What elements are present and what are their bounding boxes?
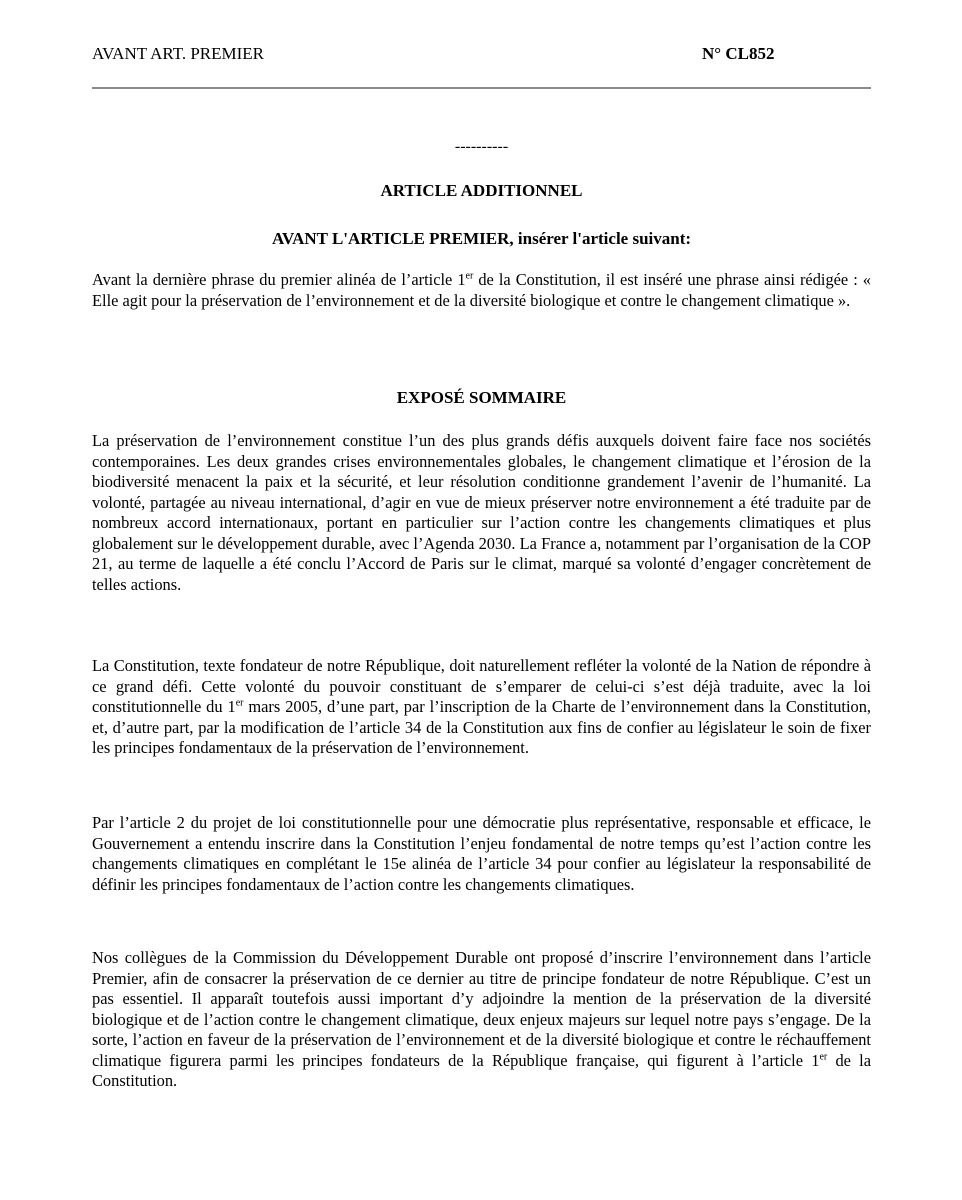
section-reference: AVANT ART. PREMIER: [92, 44, 265, 63]
expose-paragraph-3: Par l’article 2 du projet de loi constitutionnelle pour une démocratie plus représentative, responsable et efficace, le Gouvernement a entendu inscrire dans la Constitution l’enjeu fondamental de notre temps qu’est l’action contre les changements climatiques en complétant le 15e alinéa de l’article 34 pour confier au législateur la responsabilité de définir les principes fondamentaux de l’action contre les changements climatiques.: [92, 813, 871, 894]
article-title: ARTICLE ADDITIONNEL: [380, 181, 583, 200]
expose-sommaire-title: EXPOSÉ SOMMAIRE: [396, 388, 567, 407]
amendment-text: Avant la dernière phrase du premier alinéa de l’article 1er de la Constitution, il est inséré une phrase ainsi rédigée : « Elle agit pour la préservation de l’environnement et de la diversité biologique et contre le changement climatique ».: [92, 270, 872, 310]
header-divider: [92, 87, 871, 89]
separator-dashes: ----------: [454, 138, 509, 155]
insertion-instruction: AVANT L'ARTICLE PREMIER, insérer l'article suivant:: [271, 229, 692, 248]
amendment-number: N° CL852: [702, 44, 775, 63]
expose-paragraph-2: La Constitution, texte fondateur de notre République, doit naturellement refléter la volonté de la Nation de répondre à ce grand défi. Cette volonté du pouvoir constituant de s’emparer de celui-ci s’est déjà traduite, avec la loi constitutionnelle du 1er mars 2005, d’une part, par l’inscription de la Charte de l’environnement dans la Constitution, et, d’autre part, par la modification de l’article 34 de la Constitution aux fins de confier au législateur le soin de fixer les principes fondamentaux de la préservation de l’environnement.: [92, 656, 871, 757]
expose-paragraph-1: La préservation de l’environnement constitue l’un des plus grands défis auxquels doivent faire face nos sociétés contemporaines. Les deux grandes crises environnementales globales, le changement climatique et l’érosion de la biodiversité menacent la paix et la sécurité, et leur résolution conditionne grandement l’avenir de l’humanité. La volonté, partagée au niveau international, d’agir en vue de mieux préserver notre environnement a été traduite par de nombreux accord internationaux, portant en particulier sur l’action contre les changements climatiques et plus globalement sur le développement durable, avec l’Agenda 2030. La France a, notamment par l’organisation de la COP 21, au terme de laquelle a été conclu l’Accord de Paris sur le climat, marqué sa volonté d’engager concrètement de telles actions.: [92, 431, 871, 594]
page-header: [92, 44, 871, 68]
expose-paragraph-4: Nos collègues de la Commission du Développement Durable ont proposé d’inscrire l’environnement dans l’article Premier, afin de consacrer la préservation de ce dernier au titre de principe fondateur de notre République. C’est un pas essentiel. Il apparaît toutefois aussi important d’y adjoindre la mention de la préservation de la diversité biologique et de l’action contre le changement climatique, deux enjeux majeurs sur lequel notre pays s’engage. De la sorte, l’action en faveur de la préservation de l’environnement et de la diversité biologique et contre le réchauffement climatique figurera parmi les principes fondateurs de la République française, qui figurent à l’article 1er de la Constitution.: [92, 948, 871, 1090]
